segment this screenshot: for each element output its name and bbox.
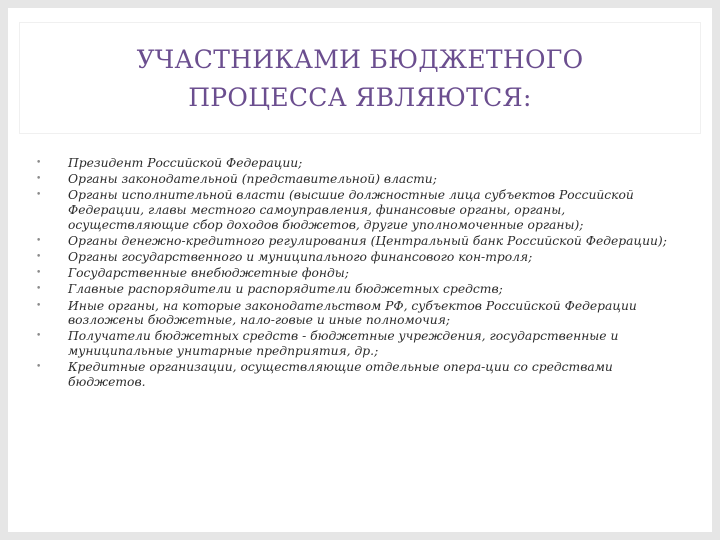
list-item (36, 250, 676, 265)
list-item (36, 299, 676, 328)
list-item-text: Главные распорядители и распорядители бюджетных средств; (68, 282, 503, 297)
list-item (36, 282, 676, 297)
list-item-text: Получатели бюджетных средств - бюджетные учреждения, государственные и муниципальные унитарные предприятия, др.; (68, 329, 619, 358)
bullet-icon: • (36, 174, 42, 185)
slide-title-line-1: УЧАСТНИКАМИ БЮДЖЕТНОГО (136, 45, 584, 74)
slide-title (20, 41, 700, 117)
list-item (36, 329, 676, 358)
title-band (20, 23, 700, 133)
list-item (36, 360, 676, 389)
list-item-text: Органы государственного и муниципального финансового кон-троля; (68, 249, 533, 264)
list-item (36, 172, 676, 187)
list-item-text: Государственные внебюджетные фонды; (68, 266, 349, 281)
participants-list (36, 156, 676, 391)
bullet-icon: • (36, 331, 42, 342)
list-item-text: Кредитные организации, осуществляющие отдельные опера-ции со средствами бюджетов. (68, 360, 613, 389)
bullet-icon: • (36, 158, 42, 168)
list-item (36, 234, 676, 249)
list-item-text: Органы законодательной (представительной) власти; (68, 172, 437, 187)
bullet-icon: • (36, 235, 42, 246)
list-item (36, 266, 676, 281)
slide-title-line-2: ПРОЦЕССА ЯВЛЯЮТСЯ: (188, 83, 532, 112)
list-item-text: Органы исполнительной власти (высшие должностные лица субъектов Российской Федерации, главы местного самоуправления, финансовые органы, органы, осуществляющие сбор доходов бюджетов, другие уполномоченные органы); (68, 188, 634, 232)
list-item-text: Органы денежно-кредитного регулирования (Центральный банк Российской Федерации); (68, 233, 667, 248)
bullet-icon: • (36, 300, 42, 311)
bullet-icon: • (36, 362, 42, 373)
bullet-icon: • (36, 284, 42, 295)
slide (8, 8, 712, 532)
list-item-text: Иные органы, на которые законодательством РФ, субъектов Российской Федерации возложены бюджетные, нало-говые и иные полномочия; (68, 298, 637, 328)
bullet-icon: • (36, 251, 42, 262)
bullet-icon: • (36, 268, 42, 279)
list-item (36, 188, 676, 232)
list-item-text: Президент Российской Федерации; (68, 156, 303, 170)
bullet-icon: • (36, 190, 42, 201)
list-item (36, 156, 676, 171)
